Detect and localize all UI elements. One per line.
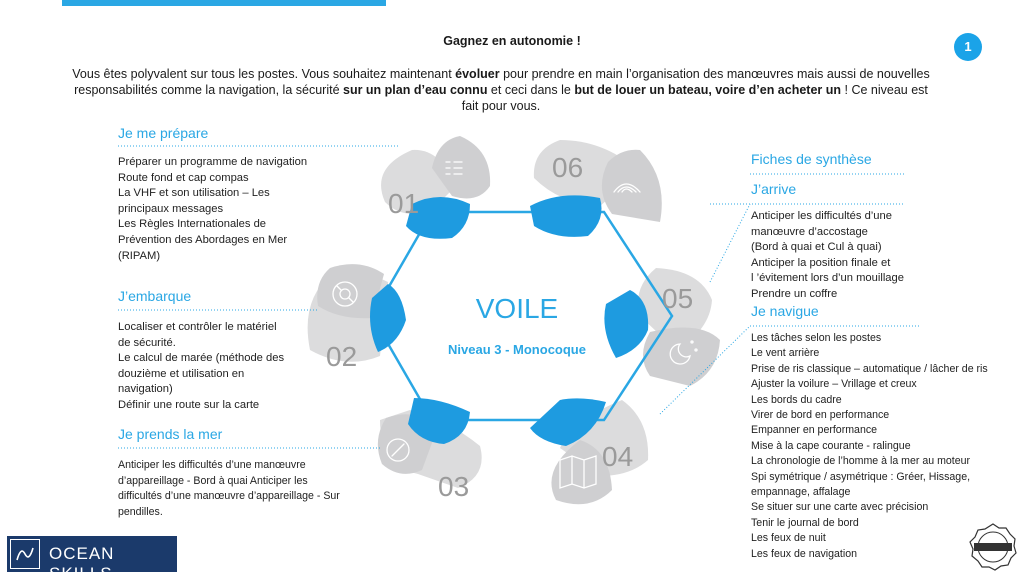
section-title-embarque: J’embarque (118, 288, 192, 304)
petal-06-blue (530, 195, 602, 237)
list-item: Prendre un coffre (751, 287, 838, 300)
section-list-prepare (118, 155, 307, 264)
list-item: Route fond et cap compas (118, 171, 249, 184)
section-title-navigue: Je navigue (751, 303, 819, 319)
list-item: d’appareillage - Bord à quai Anticiper les (118, 474, 308, 487)
list-item: La VHF et son utilisation – Les (118, 187, 270, 200)
page-number-badge: 1 (954, 33, 982, 61)
list-item: Les bords du cadre (751, 393, 842, 406)
list-item: Les Règles Internationales de (118, 218, 267, 231)
section-title-arrive: J’arrive (751, 181, 797, 197)
list-item: empannage, affalage (751, 486, 851, 499)
petal-number-04: 04 (602, 441, 634, 472)
headline: Gagnez en autonomie ! (443, 34, 581, 48)
intro-bold: but de louer un bateau, voire d’en acheter un (574, 83, 842, 97)
petal-05-blue (604, 290, 648, 358)
list-item: Prise de ris classique – automatique / lâcher de ris (751, 362, 988, 375)
list-item: l ’évitement lors d’un mouillage (751, 272, 904, 285)
list-item: navigation) (118, 383, 173, 396)
list-item: Localiser et contrôler le matériel (118, 321, 277, 333)
petal-number-01: 01 (388, 188, 420, 219)
petal-number-02: 02 (326, 341, 358, 372)
intro-bold: évoluer (455, 67, 500, 81)
list-item: de sécurité. (118, 336, 176, 349)
petal-05-icon-disc (643, 328, 720, 387)
list-item: Tenir le journal de bord (751, 516, 859, 529)
list-item: Le calcul de marée (méthode des (118, 352, 285, 365)
intro-text: ! Ce niveau est fait pour vous. (461, 83, 928, 113)
ocean-skills-logo (7, 536, 177, 583)
list-item: Prévention des Abordages en Mer (118, 233, 288, 246)
intro-text: Vous êtes polyvalent sur tous les postes. Vous souhaitez maintenant (72, 67, 456, 81)
list-item: Définir une route sur la carte (118, 398, 260, 411)
section-title-prepare: Je me prépare (118, 125, 209, 141)
list-item: (Bord à quai et Cul à quai) (751, 241, 882, 254)
center-subtitle: Niveau 3 - Monocoque (448, 342, 586, 357)
petal-number-03: 03 (438, 471, 470, 502)
intro-bold: sur un plan d’eau connu (343, 83, 488, 97)
list-item: Se situer sur une carte avec précision (751, 501, 929, 514)
list-item: principaux messages (118, 202, 224, 215)
copyright-seal-icon (968, 522, 1018, 572)
petal-number-06: 06 (552, 152, 584, 183)
section-list-mer (118, 458, 340, 520)
list-item: Les feux de navigation (751, 547, 858, 560)
list-item: Spi symétrique / asymétrique : Gréer, Hissage, (751, 470, 971, 483)
list-item: Préparer un programme de navigation (118, 156, 308, 168)
list-item: Anticiper les difficultés d’une (751, 210, 892, 222)
section-list-navigue (751, 331, 988, 562)
intro-text: pour prendre en main l’organisation des manœuvres mais aussi de nouvelles responsabilités comme la navigation, la sécurité (74, 67, 930, 97)
list-item: Anticiper la position finale et (751, 256, 891, 269)
section-title-mer: Je prends la mer (118, 426, 223, 442)
list-item: La chronologie de l’homme à la mer au moteur (751, 455, 971, 468)
petal-number-05: 05 (662, 283, 694, 314)
list-item: Les feux de nuit (751, 532, 826, 545)
list-item: pendilles. (118, 505, 163, 518)
list-item: Anticiper les difficultés d’une manœuvre (118, 459, 306, 471)
list-item: douzième et utilisation en (118, 367, 245, 380)
list-item: Empanner en performance (751, 424, 878, 437)
list-item: manœuvre d’accostage (751, 225, 868, 238)
center-title: VOILE (475, 293, 559, 324)
list-item: Le vent arrière (751, 347, 820, 360)
list-item: Mise à la cape courante - ralingue (751, 439, 911, 452)
list-item: difficultés d’une manœuvre d’appareillage - Sur (118, 490, 340, 503)
list-item: Les tâches selon les postes (751, 332, 882, 344)
intro-text: et ceci dans le (487, 83, 575, 97)
section-list-arrive (751, 209, 904, 303)
logo-text: OCEAN SKILLS (49, 544, 115, 583)
list-item: (RIPAM) (118, 249, 161, 262)
list-item: Ajuster la voilure – Vrillage et creux (751, 378, 917, 391)
section-title-fiches: Fiches de synthèse (751, 151, 872, 167)
wave-logo-icon (10, 539, 40, 569)
section-list-embarque (118, 320, 284, 414)
list-item: Virer de bord en performance (751, 409, 890, 422)
